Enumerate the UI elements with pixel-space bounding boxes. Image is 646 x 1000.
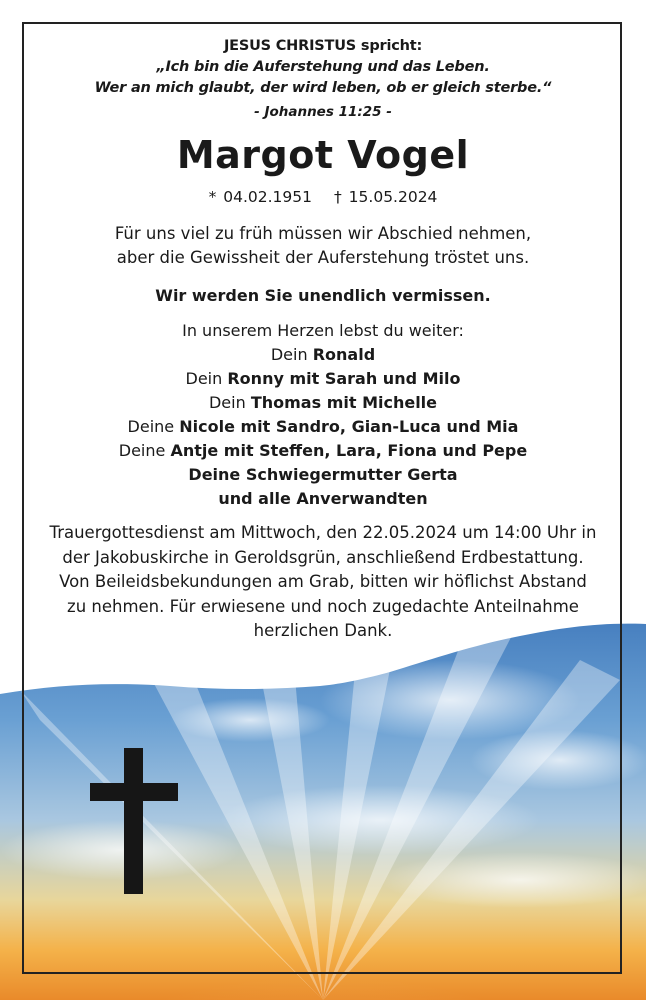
bible-verse xyxy=(24,36,622,99)
life-dates xyxy=(24,188,622,206)
service-line: Trauergottesdienst am Mittwoch, den 22.05.2024 um 14:00 Uhr in xyxy=(49,523,597,542)
farewell-line-1: Für uns viel zu früh müssen wir Abschied nehmen, xyxy=(114,224,532,243)
family-member: Deine Schwiegermutter Gerta xyxy=(188,465,458,484)
family-intro: In unserem Herzen lebst du weiter: xyxy=(182,321,464,340)
cross-icon xyxy=(90,748,178,894)
verse-line-1: „Ich bin die Auferstehung und das Leben. xyxy=(156,59,490,75)
verse-heading: JESUS CHRISTUS spricht: xyxy=(223,38,423,54)
family-member: Dein Ronald xyxy=(270,345,376,364)
service-line: Von Beileidsbekundungen am Grab, bitten wir höflichst Abstand xyxy=(59,572,587,591)
family-member: Deine Nicole mit Sandro, Gian-Luca und Mia xyxy=(127,417,519,436)
obituary-text xyxy=(24,36,622,644)
service-line: herzlichen Dank. xyxy=(253,621,393,640)
verse-line-2: Wer an mich glaubt, der wird leben, ob er gleich sterbe.“ xyxy=(94,80,552,96)
farewell-message xyxy=(24,222,622,270)
birth-date: * 04.02.1951 xyxy=(208,188,312,206)
family-member: und alle Anverwandten xyxy=(218,489,428,508)
family-member: Dein Thomas mit Michelle xyxy=(208,393,438,412)
verse-reference: - Johannes 11:25 - xyxy=(254,104,392,120)
farewell-line-2: aber die Gewissheit der Auferstehung tröstet uns. xyxy=(116,248,530,267)
family-member: Dein Ronny mit Sarah und Milo xyxy=(185,369,461,388)
miss-you-line: Wir werden Sie unendlich vermissen. xyxy=(155,286,491,305)
death-date: † 15.05.2024 xyxy=(334,188,438,206)
family-member: Deine Antje mit Steffen, Lara, Fiona und Pepe xyxy=(118,441,528,460)
service-line: zu nehmen. Für erwiesene und noch zugedachte Anteilnahme xyxy=(67,596,579,616)
service-info xyxy=(24,521,622,644)
service-line: der Jakobuskirche in Geroldsgrün, anschließend Erdbestattung. xyxy=(62,547,584,567)
family-list xyxy=(24,343,622,511)
deceased-name: Margot Vogel xyxy=(176,133,470,177)
